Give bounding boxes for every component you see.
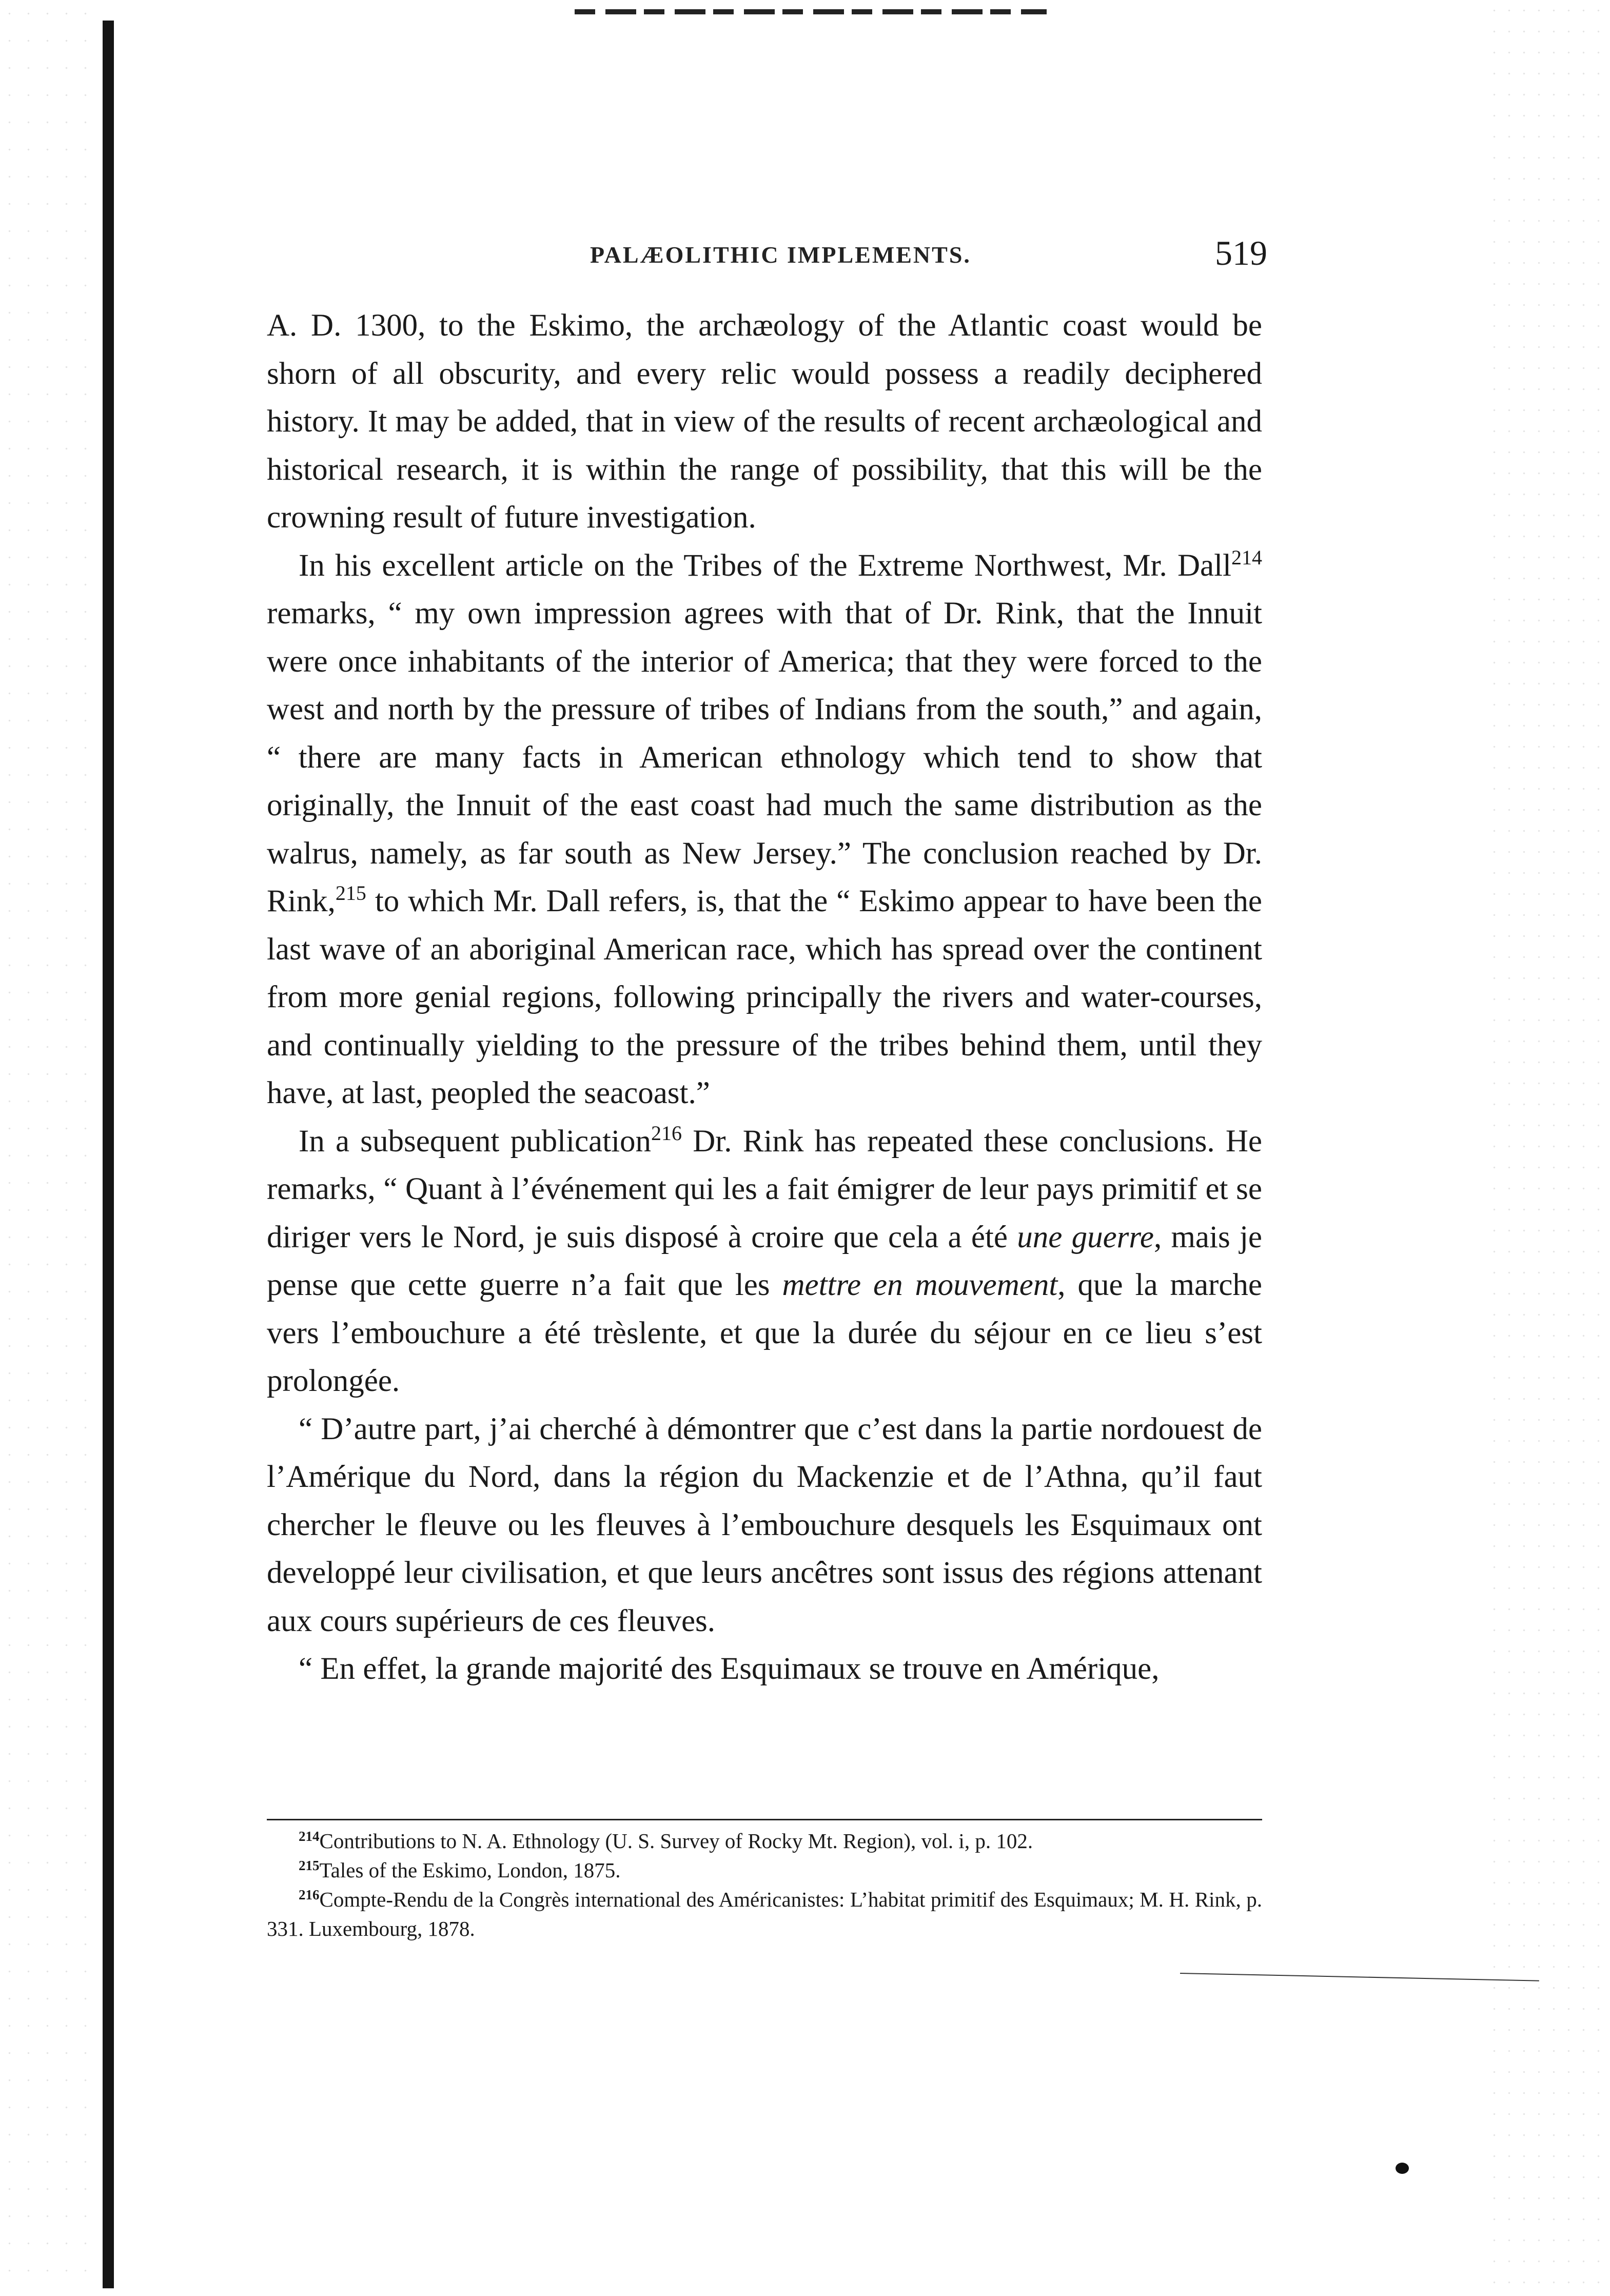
paragraph-1-text: A. D. 1300, to the Eskimo, the archæology of the Atlantic coast would be shorn of all obscurity, and every relic would possess a readily deciphered history. It may be added, that in view of the results of recent archæological and historical research, it is within the range of possibility, that this will be the crowning result of future investigation.: [267, 308, 1262, 535]
paragraph-3-part-c: , mais je pense que cette guerre n’a fait que les: [267, 1220, 1263, 1302]
footnote-number: 216: [299, 1887, 320, 1902]
body-text: [267, 302, 1262, 1693]
paragraph-3-part-a: In a subsequent publication: [299, 1124, 652, 1159]
footnote-text: Tales of the Eskimo, London, 1875.: [319, 1858, 621, 1882]
paragraph-3: [267, 1117, 1262, 1405]
paragraph-5: [267, 1645, 1262, 1693]
italic-mettre-en-mouvement: mettre en mouvement: [782, 1268, 1058, 1302]
footnotes: [267, 1827, 1262, 1944]
footnote-text: Compte-Rendu de la Congrès international des Américanistes: L’habitat primitif des Esquimaux; M. H. Rink, p. 331. Luxembourg, 1878.: [267, 1888, 1262, 1940]
paragraph-1: [267, 302, 1262, 542]
italic-une-guerre: une guerre: [1017, 1220, 1154, 1254]
footnote-ref-215: 215: [335, 881, 366, 905]
page-number: 519: [1215, 233, 1267, 272]
footnote-ref-216: 216: [651, 1121, 682, 1145]
scan-specks-left: [0, 0, 97, 2296]
running-head: PALÆOLITHIC IMPLEMENTS.: [590, 242, 971, 268]
paragraph-4-text: “ D’autre part, j’ai cherché à démontrer que c’est dans la partie nordouest de l’Amérique du Nord, dans la région du Mackenzie et de l’Athna, qu’il faut chercher le fleuve ou les fleuves à l’embouchure desquels les Esquimaux ont developpé leur civilisation, et que leurs ancêtres sont issus des régions attenant aux cours supérieurs de ces fleuves.: [267, 1411, 1262, 1638]
paragraph-2-part-c: to which Mr. Dall refers, is, that the “ Eskimo appear to have been the last wave of an aboriginal American race, which has spread over the continent from more genial regions, following principally the rivers and water-courses, and continually yielding to the pressure of the tribes behind them, until they have, at last, peopled the seacoast.”: [267, 884, 1262, 1110]
paragraph-2-part-a: In his excellent article on the Tribes of the Extreme Northwest, Mr. Dall: [299, 548, 1231, 583]
paragraph-3-part-b: Dr. Rink has repeated these conclusions. He remarks, “ Quant à l’événement qui les a fait émigrer de leur pays primitif et se diriger vers le Nord, je suis disposé à croire que cela a été: [267, 1124, 1263, 1254]
footnote-text: Contributions to N. A. Ethnology (U. S. Survey of Rocky Mt. Region), vol. i, p. 102.: [319, 1829, 1033, 1853]
stray-ink-spot: [1396, 2163, 1409, 2174]
paragraph-2-part-b: remarks, “ my own impression agrees with that of Dr. Rink, that the Innuit were once inhabitants of the interior of America; that they were forced to the west and north by the pressure of tribes of Indians from the south,” and again, “ there are many facts in American ethnology which tend to show that originally, the Innuit of the east coast had much the same distribution as the walrus, namely, as far south as New Jersey.” The conclusion reached by Dr. Rink,: [267, 596, 1262, 918]
footnote-215: [267, 1856, 1262, 1885]
paragraph-4: [267, 1405, 1262, 1645]
footnote-number: 214: [299, 1829, 320, 1844]
page-header: [267, 221, 1267, 282]
paragraph-5-text: “ En effet, la grande majorité des Esquimaux se trouve en Amérique,: [299, 1652, 1160, 1686]
paragraph-3-part-d: , que la marche vers l’embouchure a été trèslente, et que la durée du séjour en ce lieu s’est prolongée.: [267, 1268, 1262, 1398]
footnote-216: [267, 1885, 1262, 1944]
footnote-rule: [267, 1819, 1262, 1820]
footnote-number: 215: [299, 1858, 320, 1873]
scan-top-marks: [575, 9, 1047, 14]
footnote-ref-214: 214: [1231, 545, 1262, 569]
binding-edge: [103, 21, 114, 2288]
paragraph-2: [267, 542, 1262, 1117]
scan-specks-right: [1487, 0, 1610, 2296]
footnote-214: [267, 1827, 1262, 1856]
stray-pencil-line: [1180, 1973, 1539, 1981]
